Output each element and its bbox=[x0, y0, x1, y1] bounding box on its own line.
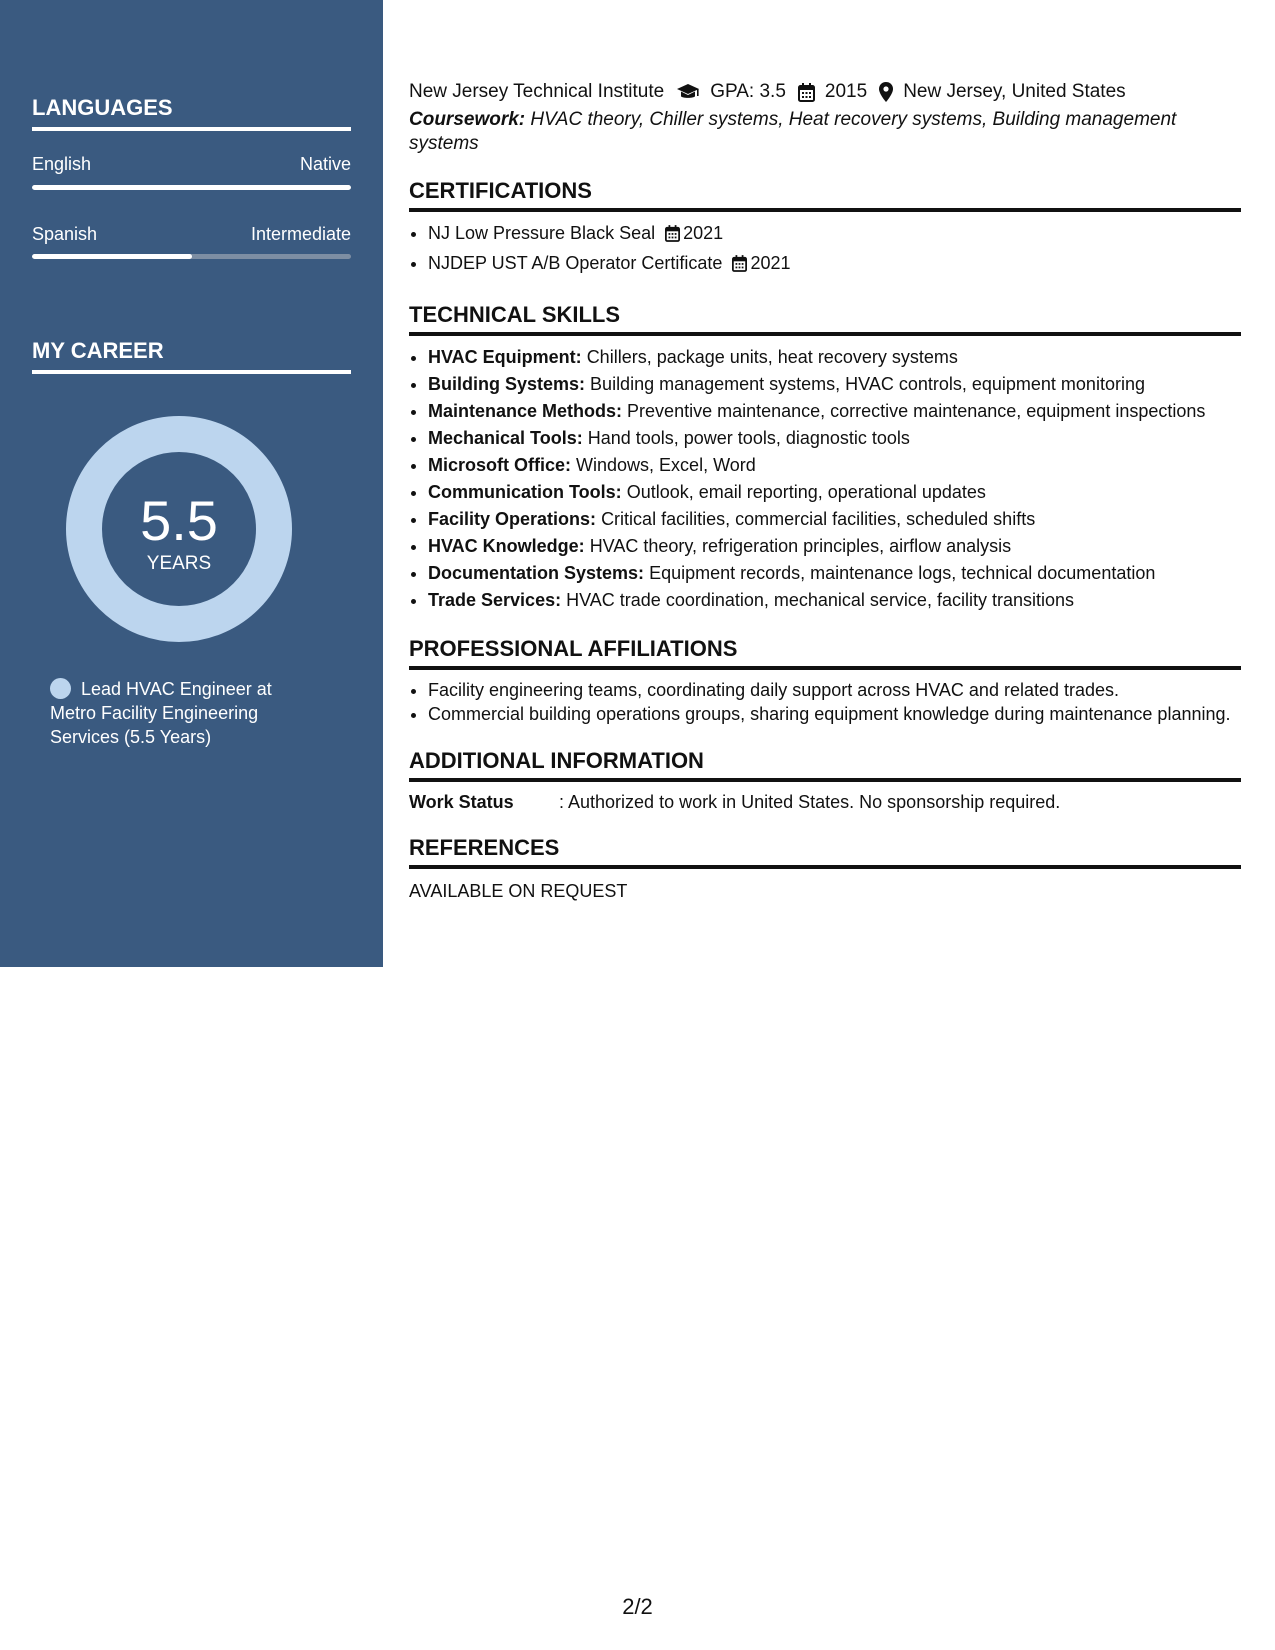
language-name: English bbox=[32, 154, 92, 174]
page-number: 2/2 bbox=[622, 1594, 653, 1619]
graduation-cap-icon bbox=[676, 83, 700, 101]
certifications-title: CERTIFICATIONS bbox=[409, 178, 1241, 212]
skill-label: Trade Services: bbox=[428, 590, 562, 610]
skill-label: Maintenance Methods: bbox=[428, 401, 623, 421]
skill-item bbox=[428, 560, 1241, 587]
language-bar-fill bbox=[32, 185, 351, 190]
career-item-text: Lead HVAC Engineer at Metro Facility Engineering Services (5.5 Years) bbox=[50, 679, 272, 747]
coursework bbox=[409, 108, 1241, 156]
language-bar-spanish bbox=[32, 254, 351, 259]
skill-label: HVAC Equipment: bbox=[428, 347, 582, 367]
skill-item bbox=[428, 479, 1241, 506]
language-row-spanish bbox=[32, 224, 351, 245]
affiliation-item: • Commercial building operations groups, sharing equipment knowledge during maintenance planning. bbox=[428, 702, 1241, 726]
skill-item bbox=[428, 533, 1241, 560]
skill-text: Equipment records, maintenance logs, technical documentation bbox=[649, 563, 1156, 583]
skill-item bbox=[428, 344, 1241, 371]
language-level: Native bbox=[299, 154, 351, 174]
certification-year: 2021 bbox=[683, 223, 724, 243]
skill-text: Critical facilities, commercial facilities, scheduled shifts bbox=[601, 509, 1036, 529]
career-total-unit: YEARS bbox=[146, 553, 212, 574]
skill-text: HVAC theory, refrigeration principles, airflow analysis bbox=[589, 536, 1012, 556]
skill-text: Hand tools, power tools, diagnostic tools bbox=[587, 428, 910, 448]
skill-text: Building management systems, HVAC controls, equipment monitoring bbox=[590, 374, 1145, 394]
skill-item bbox=[428, 398, 1241, 425]
affiliation-item: • Facility engineering teams, coordinating daily support across HVAC and related trades. bbox=[428, 678, 1241, 702]
education-location: New Jersey, United States bbox=[903, 81, 1126, 102]
work-status-row bbox=[409, 792, 1241, 813]
main-content bbox=[409, 78, 1241, 902]
affiliations-list bbox=[409, 678, 1241, 726]
skill-text: HVAC trade coordination, mechanical service, facility transitions bbox=[566, 590, 1074, 610]
career-legend-dot-icon bbox=[50, 678, 71, 699]
work-status-label: Work Status bbox=[409, 792, 514, 812]
education-gpa: GPA: 3.5 bbox=[710, 81, 786, 102]
certification-name: NJ Low Pressure Black Seal bbox=[428, 223, 656, 243]
sidebar bbox=[0, 0, 383, 967]
career-heading: MY CAREER bbox=[32, 338, 351, 374]
skill-label: Documentation Systems: bbox=[428, 563, 645, 583]
references-text: AVAILABLE ON REQUEST bbox=[409, 881, 628, 901]
skills-list bbox=[409, 344, 1241, 614]
skill-label: Microsoft Office: bbox=[428, 455, 572, 475]
affiliations-title: PROFESSIONAL AFFILIATIONS bbox=[409, 636, 1241, 670]
coursework-text: HVAC theory, Chiller systems, Heat recovery systems, Building management systems bbox=[409, 109, 1177, 154]
certification-item bbox=[428, 250, 1241, 280]
skill-item bbox=[428, 587, 1241, 614]
coursework-label: Coursework: bbox=[409, 109, 526, 130]
skill-item bbox=[428, 425, 1241, 452]
language-level: Intermediate bbox=[250, 224, 351, 244]
skill-text: Outlook, email reporting, operational updates bbox=[626, 482, 986, 502]
skill-label: Communication Tools: bbox=[428, 482, 622, 502]
certification-item bbox=[428, 220, 1241, 250]
skill-label: Facility Operations: bbox=[428, 509, 597, 529]
skill-label: Mechanical Tools: bbox=[428, 428, 583, 448]
calendar-icon bbox=[798, 83, 815, 102]
skill-item bbox=[428, 371, 1241, 398]
additional-info-title: ADDITIONAL INFORMATION bbox=[409, 748, 1241, 782]
skill-text: Preventive maintenance, corrective maintenance, equipment inspections bbox=[627, 401, 1206, 421]
skill-text: Windows, Excel, Word bbox=[576, 455, 756, 475]
career-total-value: 5.5 bbox=[140, 489, 218, 552]
certifications-list bbox=[409, 220, 1241, 280]
career-donut-chart bbox=[66, 416, 292, 642]
location-pin-icon bbox=[879, 82, 893, 102]
calendar-icon bbox=[732, 253, 747, 280]
language-bar-english bbox=[32, 185, 351, 190]
language-row-english bbox=[32, 154, 351, 175]
skill-item bbox=[428, 452, 1241, 479]
career-item bbox=[50, 677, 310, 749]
work-status-value: : Authorized to work in United States. No sponsorship required. bbox=[559, 792, 1061, 812]
calendar-icon bbox=[665, 223, 680, 250]
skills-title: TECHNICAL SKILLS bbox=[409, 302, 1241, 336]
languages-heading: LANGUAGES bbox=[32, 95, 351, 131]
skill-label: HVAC Knowledge: bbox=[428, 536, 585, 556]
education-line bbox=[409, 78, 1241, 106]
language-bar-fill bbox=[32, 254, 192, 259]
references-title: REFERENCES bbox=[409, 835, 1241, 869]
language-name: Spanish bbox=[32, 224, 98, 244]
skill-label: Building Systems: bbox=[428, 374, 586, 394]
certification-year: 2021 bbox=[750, 253, 791, 273]
skill-text: Chillers, package units, heat recovery systems bbox=[586, 347, 958, 367]
certification-name: NJDEP UST A/B Operator Certificate bbox=[428, 253, 723, 273]
skill-item bbox=[428, 506, 1241, 533]
education-year: 2015 bbox=[824, 81, 868, 102]
education-institution: New Jersey Technical Institute bbox=[409, 81, 665, 102]
